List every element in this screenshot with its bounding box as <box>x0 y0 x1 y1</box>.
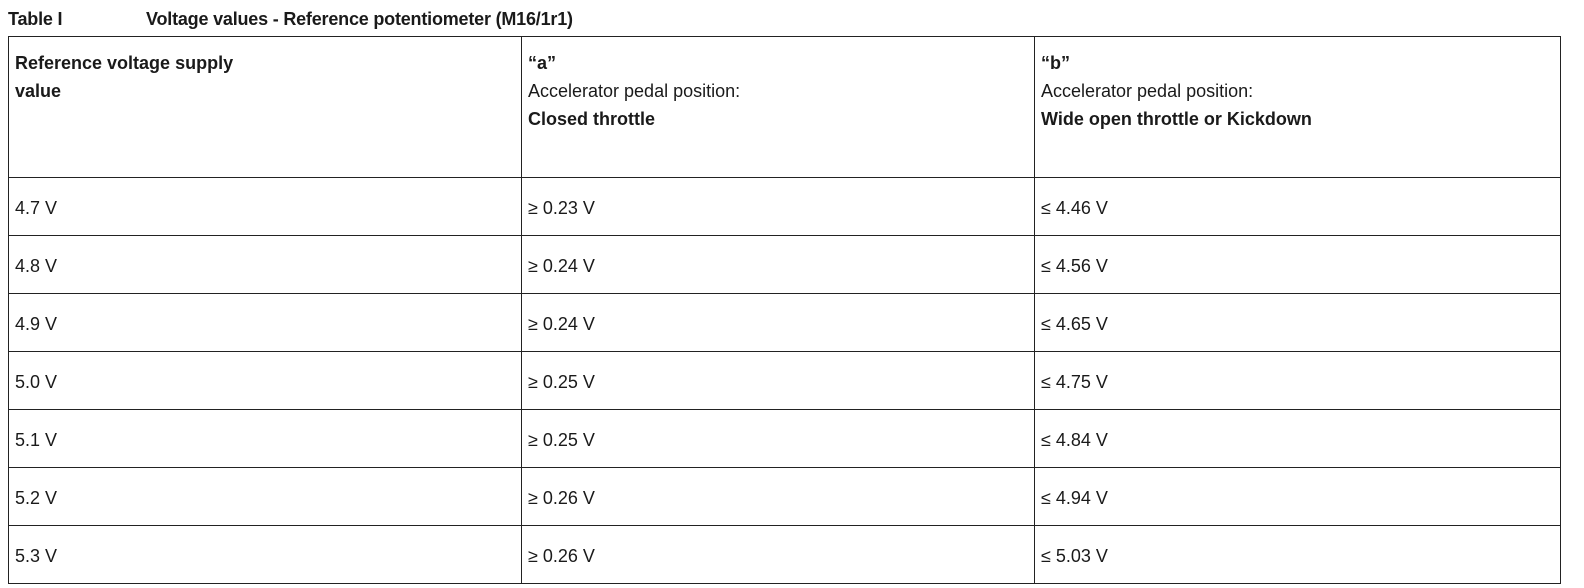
cell-b: ≤ 5.03 V <box>1035 526 1561 584</box>
table-row <box>9 178 1561 236</box>
header-col1-line1: Reference voltage supply <box>15 53 234 73</box>
header-col3-line2: Accelerator pedal position: <box>1041 81 1254 101</box>
table-title: Voltage values - Reference potentiometer (M16/1r1) <box>146 8 573 29</box>
header-col2-line2: Accelerator pedal position: <box>528 81 741 101</box>
cell-b: ≤ 4.46 V <box>1035 178 1561 236</box>
header-reference-voltage <box>9 37 522 178</box>
cell-a: ≥ 0.26 V <box>522 526 1035 584</box>
table-row <box>9 352 1561 410</box>
voltage-values-table <box>8 36 1561 584</box>
header-col3-line1: “b” <box>1041 53 1070 73</box>
header-position-a <box>522 37 1035 178</box>
header-position-b <box>1035 37 1561 178</box>
table-row <box>9 236 1561 294</box>
cell-a: ≥ 0.23 V <box>522 178 1035 236</box>
cell-supply: 5.3 V <box>9 526 522 584</box>
table-row <box>9 410 1561 468</box>
cell-b: ≤ 4.56 V <box>1035 236 1561 294</box>
cell-a: ≥ 0.25 V <box>522 410 1035 468</box>
table-row <box>9 526 1561 584</box>
cell-supply: 5.2 V <box>9 468 522 526</box>
table-label: Table I <box>8 8 63 29</box>
cell-a: ≥ 0.24 V <box>522 236 1035 294</box>
cell-supply: 4.8 V <box>9 236 522 294</box>
cell-a: ≥ 0.25 V <box>522 352 1035 410</box>
header-col1-line2: value <box>15 81 62 101</box>
cell-b: ≤ 4.84 V <box>1035 410 1561 468</box>
cell-supply: 4.7 V <box>9 178 522 236</box>
header-col2-line1: “a” <box>528 53 557 73</box>
cell-supply: 5.1 V <box>9 410 522 468</box>
header-col2-line3: Closed throttle <box>528 109 656 129</box>
cell-b: ≤ 4.94 V <box>1035 468 1561 526</box>
cell-a: ≥ 0.26 V <box>522 468 1035 526</box>
table-row <box>9 468 1561 526</box>
table-header-row <box>9 37 1561 178</box>
cell-b: ≤ 4.75 V <box>1035 352 1561 410</box>
table-row <box>9 294 1561 352</box>
cell-supply: 5.0 V <box>9 352 522 410</box>
cell-b: ≤ 4.65 V <box>1035 294 1561 352</box>
cell-supply: 4.9 V <box>9 294 522 352</box>
header-col3-line3: Wide open throttle or Kickdown <box>1041 109 1312 129</box>
cell-a: ≥ 0.24 V <box>522 294 1035 352</box>
table-caption <box>8 4 573 34</box>
